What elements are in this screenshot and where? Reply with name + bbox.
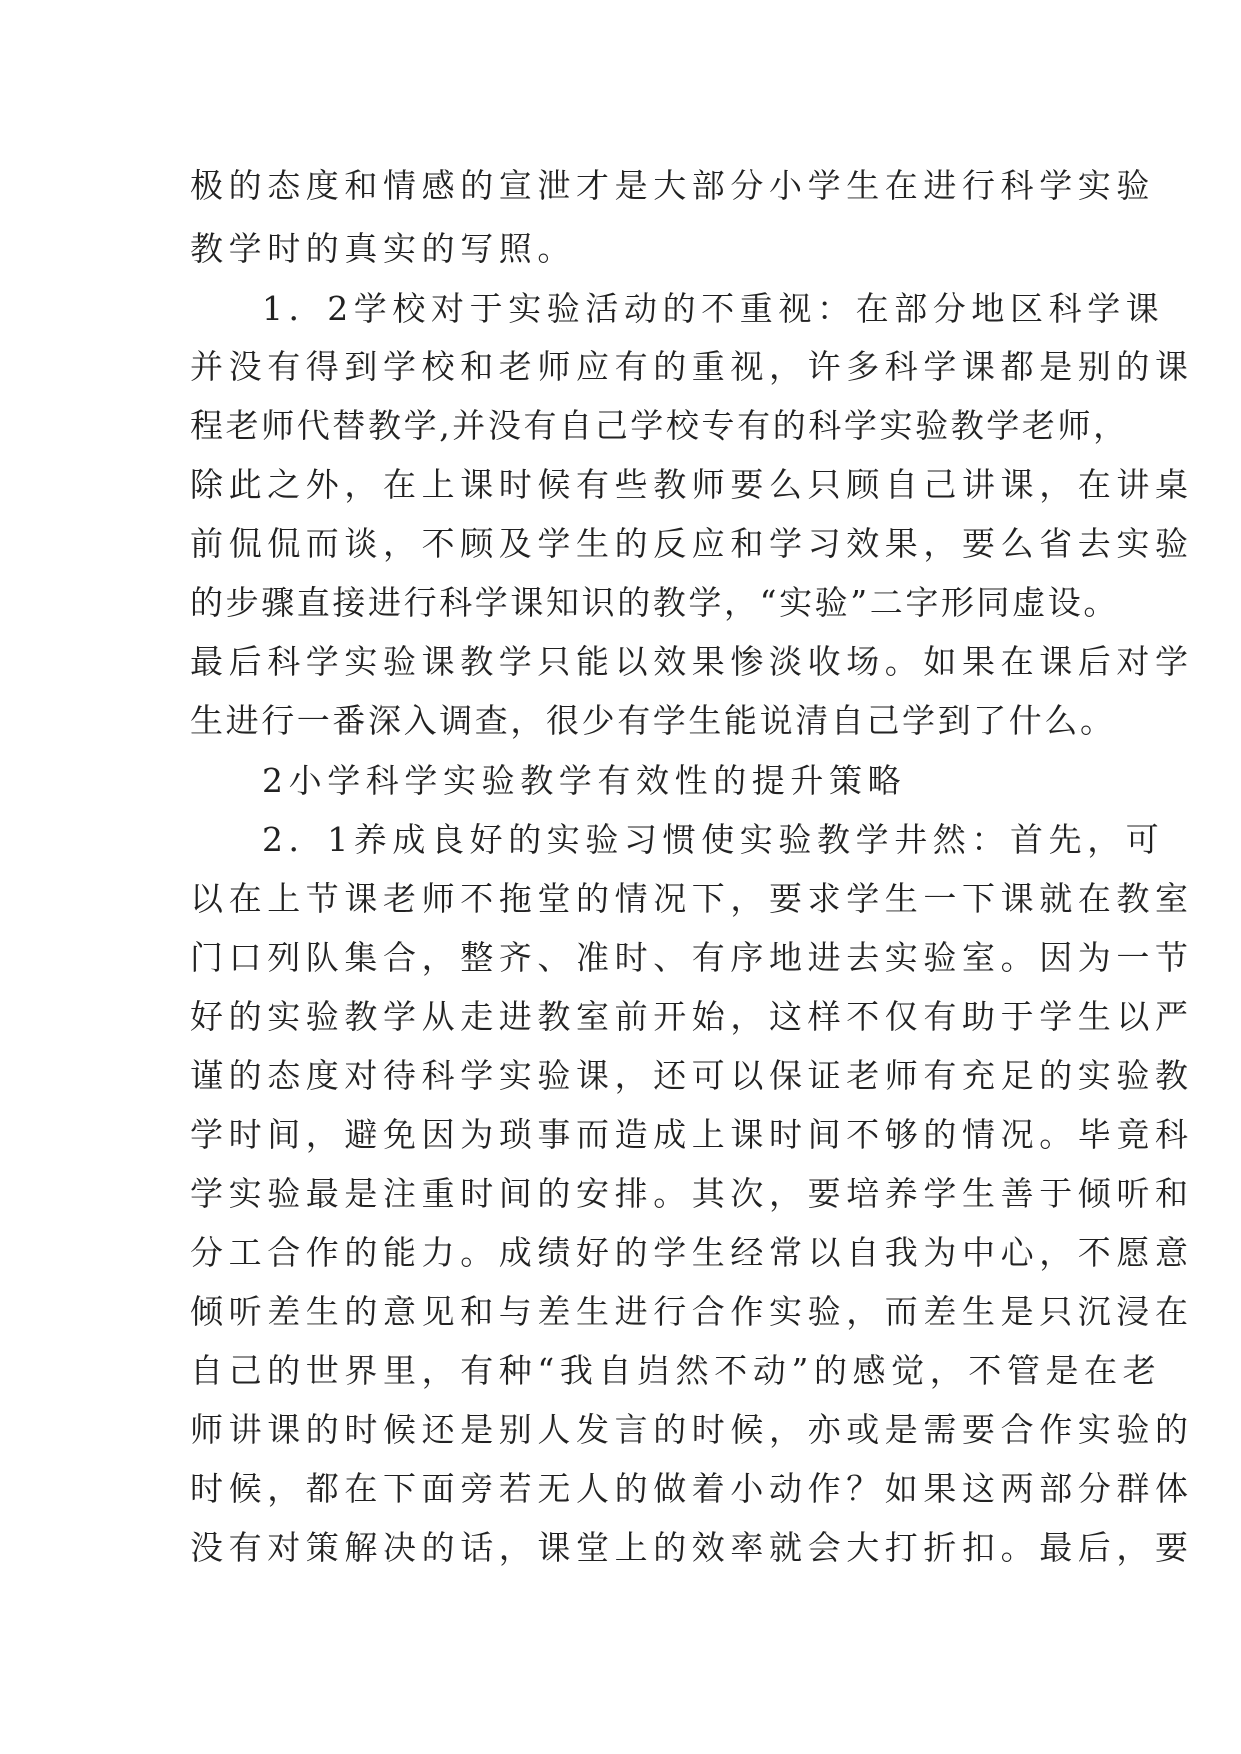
text-line-12: 2．1养成良好的实验习惯使实验教学井然：首先，可	[262, 820, 1165, 859]
section-heading: 2小学科学实验教学有效性的提升策略	[262, 761, 907, 800]
text-line-20: 倾听差生的意见和与差生进行合作实验，而差生是只沉浸在	[190, 1292, 1194, 1331]
text-line-3: 1．2学校对于实验活动的不重视：在部分地区科学课	[262, 289, 1165, 328]
text-line-17: 学时间，避免因为琐事而造成上课时间不够的情况。毕竟科	[190, 1115, 1194, 1154]
text-line-10: 生进行一番深入调查，很少有学生能说清自己学到了什么。	[190, 701, 1116, 740]
text-line-14: 门口列队集合，整齐、准时、有序地进去实验室。因为一节	[190, 938, 1194, 977]
text-line-15: 好的实验教学从走进教室前开始，这样不仅有助于学生以严	[190, 997, 1194, 1036]
text-line-23: 时候，都在下面旁若无人的做着小动作？如果这两部分群体	[190, 1469, 1194, 1508]
text-line-18: 学实验最是注重时间的安排。其次，要培养学生善于倾听和	[190, 1174, 1194, 1213]
text-line-13: 以在上节课老师不拖堂的情况下，要求学生一下课就在教室	[190, 879, 1194, 918]
text-line-9: 最后科学实验课教学只能以效果惨淡收场。如果在课后对学	[190, 642, 1194, 681]
text-line-5: 程老师代替教学,并没有自己学校专有的科学实验教学老师，	[190, 406, 1129, 445]
text-line-22: 师讲课的时候还是别人发言的时候，亦或是需要合作实验的	[190, 1410, 1194, 1449]
text-line-1: 极的态度和情感的宣泄才是大部分小学生在进行科学实验	[190, 166, 1155, 205]
text-line-21: 自己的世界里，有种“我自岿然不动”的感觉，不管是在老	[190, 1351, 1162, 1390]
text-line-19: 分工合作的能力。成绩好的学生经常以自我为中心，不愿意	[190, 1233, 1194, 1272]
text-line-2: 教学时的真实的写照。	[190, 229, 576, 268]
text-line-16: 谨的态度对待科学实验课，还可以保证老师有充足的实验教	[190, 1056, 1194, 1095]
text-line-7: 前侃侃而谈，不顾及学生的反应和学习效果，要么省去实验	[190, 524, 1194, 563]
text-line-4: 并没有得到学校和老师应有的重视，许多科学课都是别的课	[190, 347, 1194, 386]
text-line-8: 的步骤直接进行科学课知识的教学，“实验”二字形同虚设。	[190, 583, 1119, 622]
text-line-24: 没有对策解决的话，课堂上的效率就会大打折扣。最后，要	[190, 1528, 1194, 1567]
text-line-6: 除此之外，在上课时候有些教师要么只顾自己讲课，在讲桌	[190, 465, 1194, 504]
